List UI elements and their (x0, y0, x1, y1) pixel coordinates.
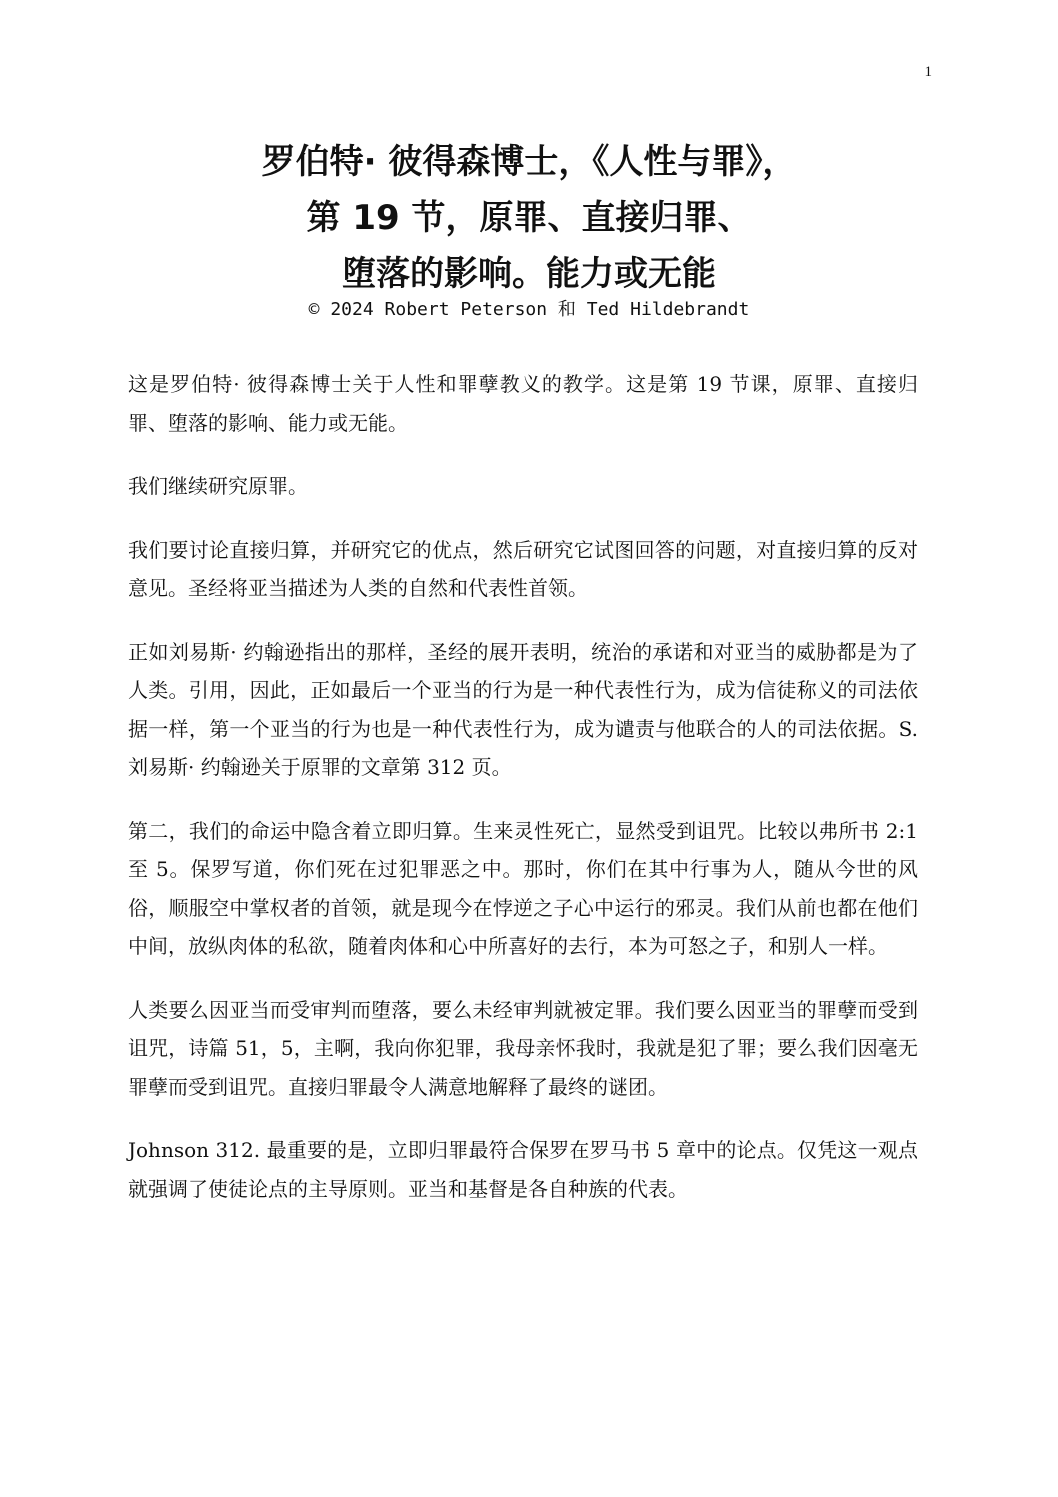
paragraph-2: 我们继续研究原罪。 (128, 474, 308, 498)
page-number: 1 (924, 64, 932, 80)
paragraph-7: Johnson 312. 最重要的是，立即归罪最符合保罗在罗马书 5 章中的论点。仅凭这一观点就强调了使徒论点的主导原则。亚当和基督是各自种族的代表。 (128, 1138, 918, 1201)
paragraph-1: 这是罗伯特· 彼得森博士关于人性和罪孽教义的教学。这是第 19 节课，原罪、直接归罪、堕落的影响、能力或无能。 (128, 372, 918, 435)
title-line-1: 罗伯特· 彼得森博士，《人性与罪》， (261, 142, 797, 182)
title-line-3: 堕落的影响。能力或无能 (342, 254, 716, 294)
document-body (128, 365, 918, 1233)
paragraph-5: 第二，我们的命运中隐含着立即归算。生来灵性死亡，显然受到诅咒。比较以弗所书 2:1 至 5。保罗写道，你们死在过犯罪恶之中。那时，你们在其中行事为人，随从今世的风俗，顺服空中掌权者的首领，就是现今在悖逆之子心中运行的邪灵。我们从前也都在他们中间，放纵肉体的私欲，随着肉体和心中所喜好的去行，本为可怒之子，和别人一样。 (128, 818, 918, 958)
paragraph-4: 正如刘易斯· 约翰逊指出的那样，圣经的展开表明，统治的承诺和对亚当的威胁都是为了人类。引用，因此，正如最后一个亚当的行为是一种代表性行为，成为信徒称义的司法依据一样，第一个亚当的行为也是一种代表性行为，成为谴责与他联合的人的司法依据。S. 刘易斯· 约翰逊关于原罪的文章第 312 页。 (128, 639, 918, 779)
title-line-2: 第 19 节，原罪、直接归罪、 (306, 198, 752, 238)
paragraph-6: 人类要么因亚当而受审判而堕落，要么未经审判就被定罪。我们要么因亚当的罪孽而受到诅咒，诗篇 51，5，主啊，我向你犯罪，我母亲怀我时，我就是犯了罪；要么我们因毫无罪孽而受到诅咒。直接归罪最令人满意地解释了最终的谜团。 (128, 997, 918, 1099)
copyright-line: © 2024 Robert Peterson 和 Ted Hildebrandt (308, 299, 750, 320)
document-header (0, 134, 1058, 322)
paragraph-3: 我们要讨论直接归算，并研究它的优点，然后研究它试图回答的问题，对直接归算的反对意见。圣经将亚当描述为人类的自然和代表性首领。 (128, 537, 918, 600)
